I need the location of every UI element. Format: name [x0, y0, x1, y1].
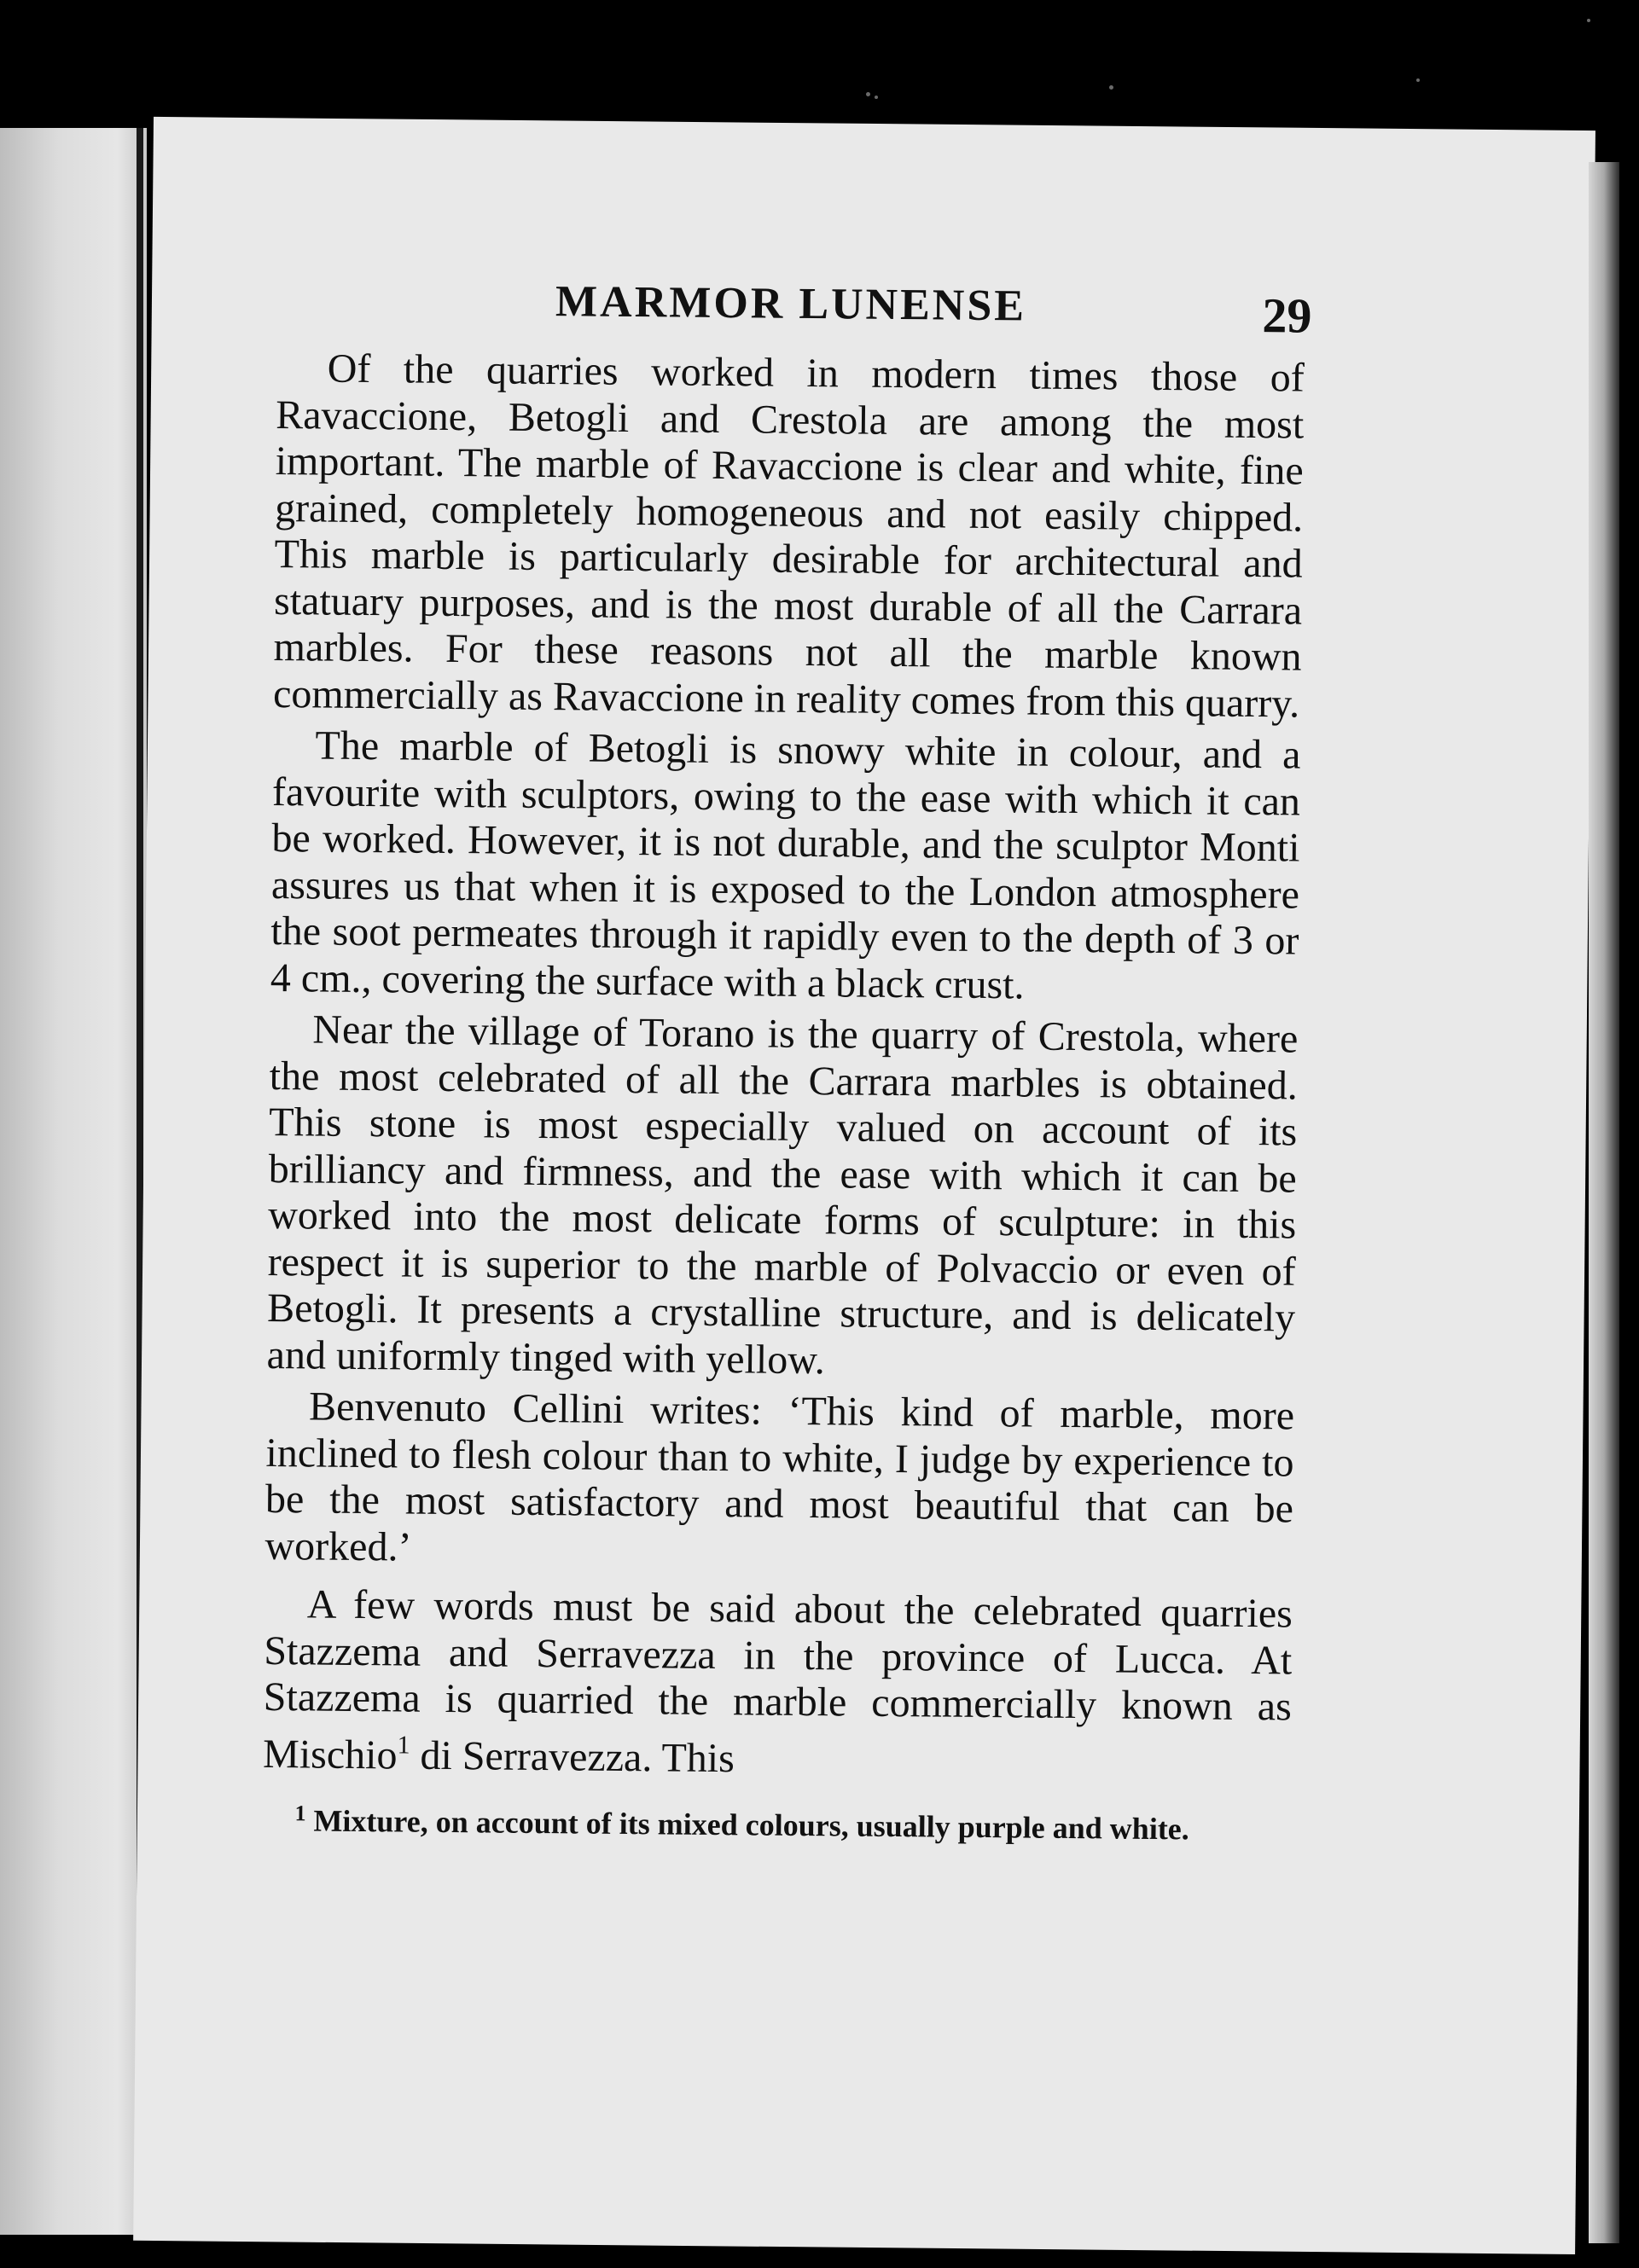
- footnote-marker: 1: [294, 1801, 306, 1826]
- paragraph-stazzema-tail: di Serravezza. This: [410, 1732, 735, 1781]
- paragraph-ravaccione: Of the quarries worked in modern times those of Ravaccione, Betogli and Crestola are among the most important. The marble of Ravaccione is clear and white, fine grained, completely homogeneous and not easily chipped. This marble is particularly desirable for architectural and statuary purposes, and is the most durable of all the Carrara marbles. For these reasons not all the marble known commercially as Ravaccione in reality comes from this quarry.: [272, 345, 1305, 727]
- page-number: 29: [1262, 287, 1312, 344]
- dust-speck: [1587, 19, 1590, 22]
- footnote-text: Mixture, on account of its mixed colours, usually purple and white.: [305, 1803, 1189, 1847]
- facing-page-edge: [0, 128, 147, 2235]
- paragraph-stazzema: [263, 1581, 1293, 1788]
- page-edge-shadow: [1589, 162, 1619, 2243]
- paragraph-cellini-quote: Benvenuto Cellini writes: ‘This kind of marble, more inclined to flesh colour than to white, I judge by experience to be the most satisfactory and most beautiful that can be worked.’: [264, 1383, 1295, 1570]
- body-text: [263, 345, 1305, 1787]
- page-content: [262, 260, 1312, 1847]
- paragraph-stazzema-text: A few words must be said about the celebrated quarries Stazzema and Serravezza in the province of Lucca. At Stazzema is quarried the marble commercially known as Mischio: [262, 1581, 1293, 1778]
- dust-speck: [866, 92, 870, 96]
- running-title: MARMOR LUNENSE: [555, 277, 1027, 331]
- dust-speck: [1109, 85, 1113, 90]
- running-head: [276, 260, 1312, 356]
- paragraph-betogli: The marble of Betogli is snowy white in colour, and a favourite with sculptors, owing to the ease with which it can be worked. However, it is not durable, and the sculptor Monti assures us that when it is exposed to the London atmosphere the soot permeates through it rapidly even to the depth of 3 or 4 cm., covering the surface with a black crust.: [270, 722, 1301, 1007]
- dust-speck: [875, 96, 878, 99]
- dust-speck: [1416, 78, 1420, 82]
- paragraph-crestola: Near the village of Torano is the quarry of Crestola, where the most celebrated of all the Carrara marbles is obtained. This stone is most especially valued on account of its brilliancy and firmness, and the ease with which it can be worked into the most delicate forms of sculpture: in this respect it is superior to the marble of Polvaccio or even of Betogli. It presents a crystalline structure, and is delicately and uniformly tinged with yellow.: [266, 1006, 1299, 1383]
- footnote-reference: 1: [397, 1730, 410, 1760]
